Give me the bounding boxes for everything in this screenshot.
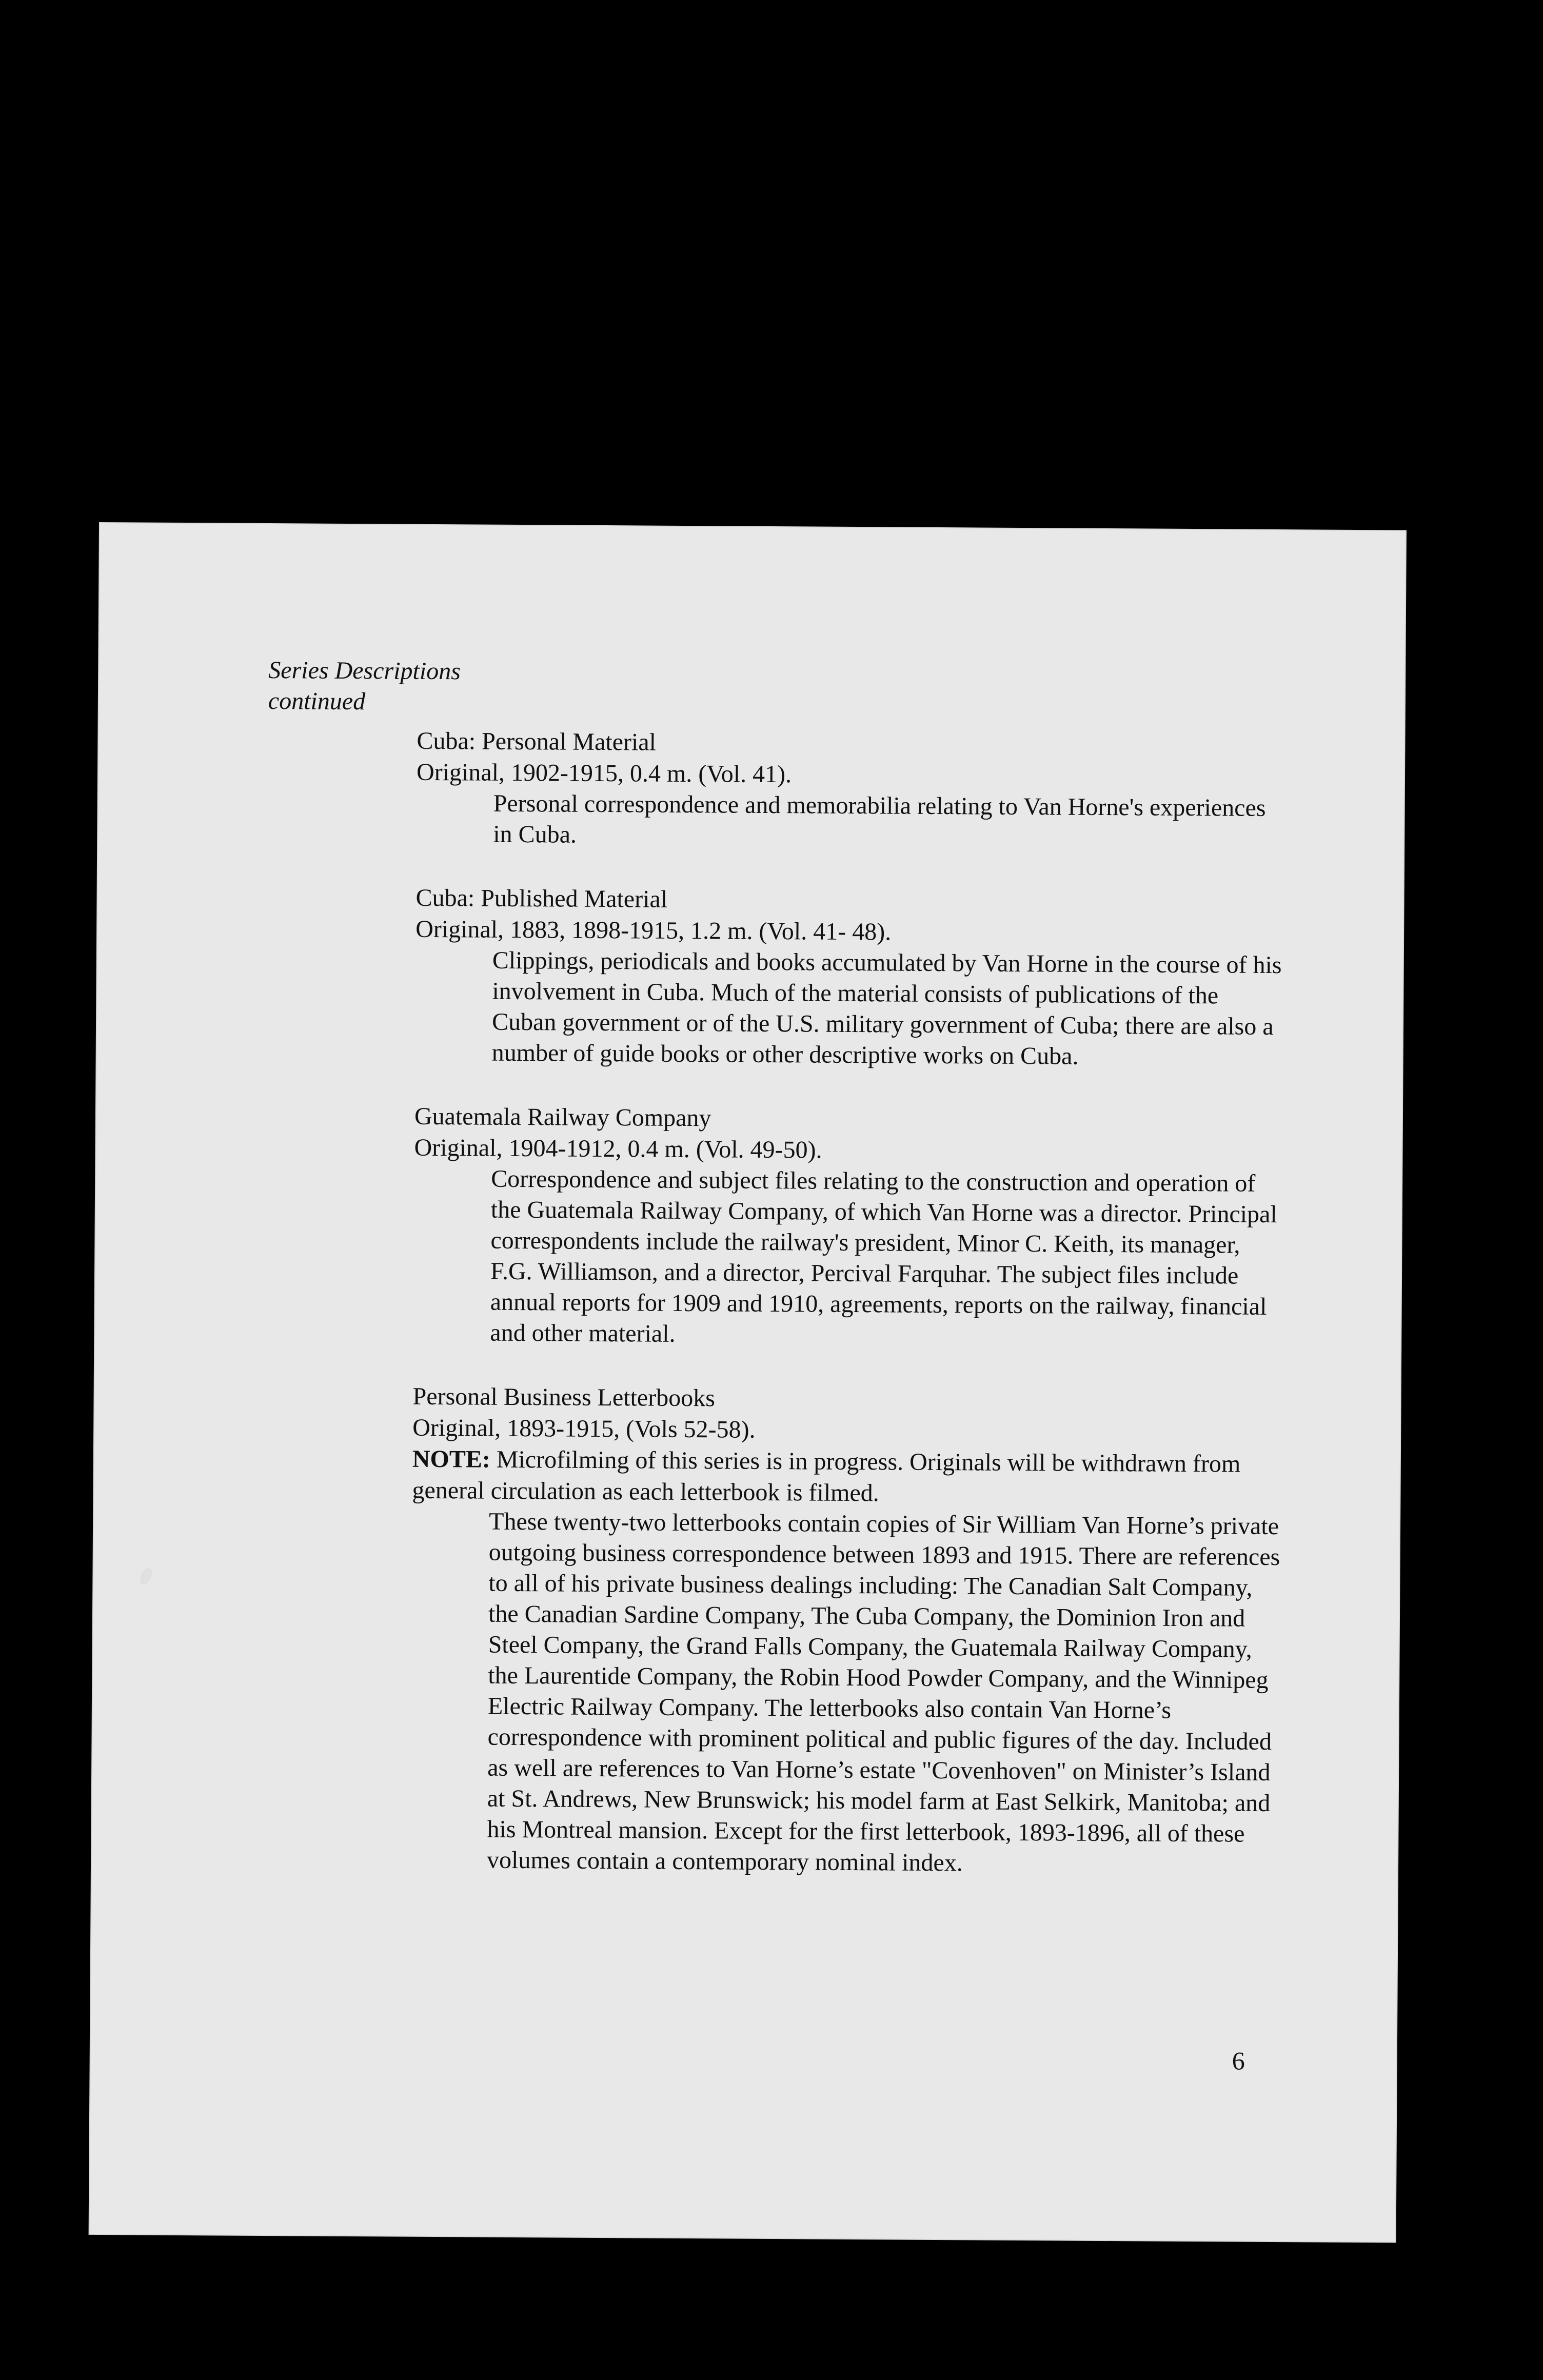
entry-details: Original, 1893-1915, (Vols 52-58). [412,1414,756,1443]
entry-cuba-personal [416,725,1289,855]
entry-title: Guatemala Railway Company [414,1102,711,1132]
series-heading [268,655,461,718]
document-page [90,523,1406,2242]
note-label: NOTE: [412,1445,491,1473]
entry-description: Personal correspondence and memorabilia relating to Van Horne's experiences in Cuba. [493,789,1266,848]
note-text: Microfilming of this series is in progress. Originals will be withdrawn from general circulation as each letterbook is filmed. [412,1445,1241,1507]
page-number: 6 [1232,2046,1245,2075]
entry-personal-letterbooks [410,1381,1285,1880]
entry-title: Cuba: Published Material [416,884,668,913]
series-heading-title: Series Descriptions [268,657,461,685]
entry-description: Correspondence and subject files relating to the construction and operation of the Guatemala Railway Company, of which Van Horne was a director. Principal correspondents include the railway's president, Minor C. Keith, its manager, F.G. Williamson, and a director, Percival Farquhar. The subject files include annual reports for 1909 and 1910, agreements, reports on the railway, financial and other material. [490,1165,1277,1347]
entry-details: Original, 1883, 1898-1915, 1.2 m. (Vol. 41- 48). [416,915,892,946]
entry-title: Cuba: Personal Material [417,727,657,756]
entry-title: Personal Business Letterbooks [412,1382,716,1412]
entry-details: Original, 1904-1912, 0.4 m. (Vol. 49-50). [414,1134,822,1164]
series-heading-continued: continued [268,687,366,716]
entry-note [412,1443,1284,1511]
entry-description: Clippings, periodicals and books accumulated by Van Horne in the course of his involvement in Cuba. Much of the material consists of publications of the Cuban government or of the U.S. military government of Cuba; there are also a number of guide books or other descriptive works on Cuba. [491,946,1282,1070]
entry-details: Original, 1902-1915, 0.4 m. (Vol. 41). [416,758,792,788]
entry-description: These twenty-two letterbooks contain copies of Sir William Van Horne’s private outgoing business correspondence between 1893 and 1915. There are references to all of his private business dealings including: The Canadian Salt Company, the Canadian Sardine Company, The Cuba Company, the Dominion Iron and Steel Company, the Grand Falls Company, the Guatemala Railway Company, the Laurentide Company, the Robin Hood Powder Company, and the Winnipeg Electric Railway Company. The letterbooks also contain Van Horne’s correspondence with prominent political and public figures of the day. Included as well are references to Van Horne’s estate "Covenhoven" on Minister’s Island at St. Andrews, New Brunswick; his model farm at East Selkirk, Manitoba; and his Montreal mansion. Except for the first letterbook, 1893-1896, all of these volumes contain a contemporary nominal index. [486,1508,1280,1877]
entry-cuba-published [415,882,1288,1073]
entry-guatemala-railway [413,1101,1287,1353]
paper-mark [137,1566,154,1586]
series-entries [410,725,1289,1913]
